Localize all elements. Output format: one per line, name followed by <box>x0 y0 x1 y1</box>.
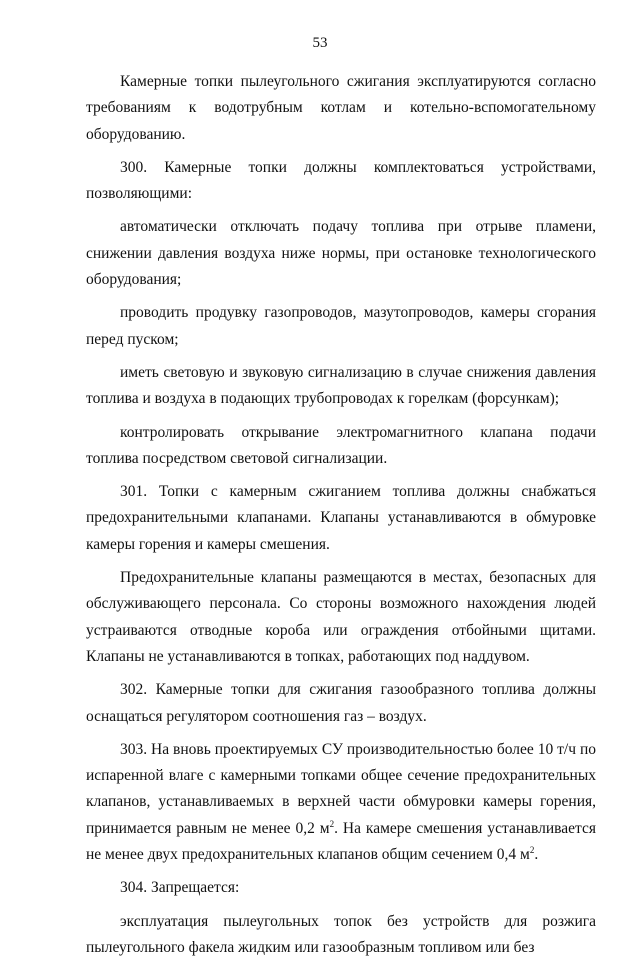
page-number: 53 <box>312 35 328 51</box>
superscript-a: 2 <box>329 818 335 829</box>
superscript-b: 2 <box>529 844 535 855</box>
paragraph-301: 301. Топки с камерным сжиганием топлива должны снабжаться предохранительными клапанами. Клапаны устанавливаются в обмуровке камеры горения и камеры смешения. <box>86 483 596 553</box>
paragraph-303 <box>86 737 596 868</box>
paragraph-304: 304. Запрещается: <box>120 879 240 897</box>
paragraph-304-item-1: эксплуатация пылеугольных топок без устройств для розжига пылеугольного факела жидким или газообразным топливом или без <box>86 912 596 956</box>
paragraph-301-cont: Предохранительные клапаны размещаются в местах, безопасных для обслуживающего персонала. Со стороны возможного нахождения людей устраиваются отводные короба или ограждения отбойными щитами. Клапаны не устанавливаются в топках, работающих под наддувом. <box>86 569 596 665</box>
paragraph-intro: Камерные топки пылеугольного сжигания эксплуатируются согласно требованиям к водотрубным котлам и котельно-вспомогательному оборудованию. <box>86 73 596 143</box>
paragraph-303-text-a: 303. На вновь проектируемых СУ производительностью более 10 т/ч по испаренной влаге с камерными топками общее сечение предохранительных клапанов, устанавливаемых в верхней части обмуровки камеры горения, принимается равным не менее 0,2 м <box>86 740 596 837</box>
paragraph-300-item-2: проводить продувку газопроводов, мазутопроводов, камеры сгорания перед пуском; <box>86 304 596 348</box>
paragraph-300-item-3: иметь световую и звуковую сигнализацию в случае снижения давления топлива и воздуха в подающих трубопроводах к горелкам (форсункам); <box>86 363 596 408</box>
document-body <box>86 69 596 968</box>
paragraph-303-text-c: . <box>534 846 539 864</box>
paragraph-302: 302. Камерные топки для сжигания газообразного топлива должны оснащаться регулятором соотношения газ – воздух. <box>86 681 596 725</box>
paragraph-300: 300. Камерные топки должны комплектоваться устройствами, позволяющими: <box>86 158 596 203</box>
paragraph-300-item-1: автоматически отключать подачу топлива при отрыве пламени, снижении давления воздуха ниже нормы, при остановке технологического оборудования; <box>86 218 596 289</box>
paragraph-303-text-b: . На камере смешения устанавливается не менее двух предохранительных клапанов общим сечением 0,4 м <box>86 819 596 864</box>
paragraph-300-item-4: контролировать открывание электромагнитного клапана подачи топлива посредством световой сигнализации. <box>86 423 596 467</box>
